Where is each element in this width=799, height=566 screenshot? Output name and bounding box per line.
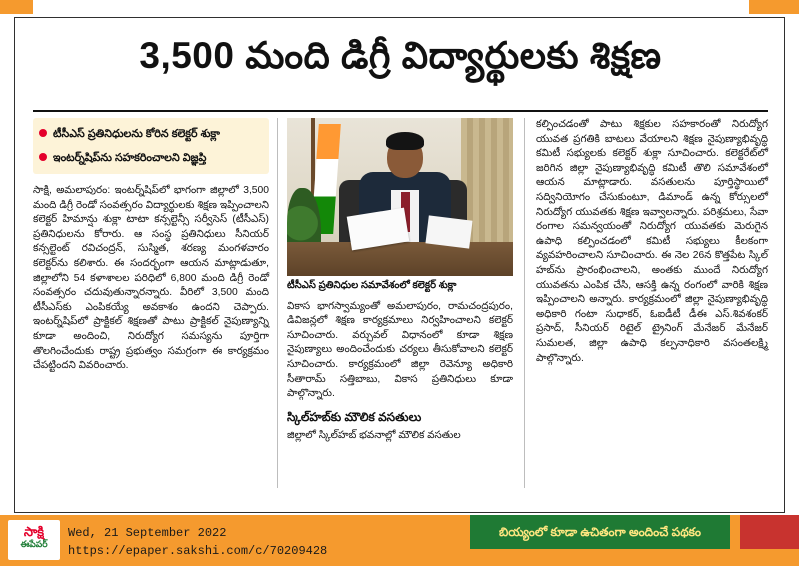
logo-sub-label: ఈపేపర్ — [20, 539, 48, 549]
page-title: 3,500 మంది డిగ్రీ విద్యార్థులకు శిక్షణ — [139, 35, 662, 76]
column-middle — [287, 118, 513, 450]
footer-stamp — [68, 524, 327, 560]
bullet-item — [39, 150, 261, 166]
footer-ad-thumbnail[interactable] — [740, 515, 799, 549]
column-divider-1 — [277, 118, 278, 488]
headline-rule — [33, 110, 768, 112]
top-accent-strip — [0, 0, 799, 14]
body-paragraph: కల్పించడంతో పాటు శిక్షకుల సహకారంతో నిరుద్యోగ యువత ప్రగతికి బాటలు వేయాలని శిక్షణ నైపుణ్యాభివృద్ధి కమిటీ సభ్యులకు కలెక్టర్ శుక్లా సూచించారు. కలెక్టరేట్‌లో జరిగిన జిల్లా నైపుణ్యాభివృద్ధి కమిటీ తొలి సమావేశంలో ఆయన మాట్లాడారు. వసతులను పూర్తిస్థాయిలో సద్వినియోగం చేసుకుంటూ, డిమాండ్ ఉన్న కోర్సులలో నిరుద్యోగ యువతకు శిక్షణ ఇవ్వాలన్నారు. పరిశ్రమలు, సేవా రంగాల సమన్వయంతో నిరుద్యోగ యువతకు మెరుగైన ఉపాధి కల్పించడంలో కమిటీ సభ్యులు కీలకంగా వ్యవహరించాలని సూచించారు. ఈ నెల 26న కొత్తపేట స్కిల్ హబ్‌ను ప్రారంభించాలని, అంతకు ముందే నిరుద్యోగ యువతను ఎంపిక చేసి, ఆసక్తి ఉన్న రంగంలో వారికి శిక్షణ ఇప్పించాలని అన్నారు. కార్యక్రమంలో జిల్లా నైపుణ్యాభివృద్ధి అధికారి గంటా సుధాకర్, ఓఐడీటీ డీఈ ఎస్.శివశంకర్ ప్రసాద్, సీనియర్ రిటైల్ ట్రైనింగ్ మేనేజర్ మేనేజర్ సుమలత, జిల్లా ఉపాధి కల్పనాధికారి వసంతలక్ష్మి పాల్గొన్నారు. — [536, 119, 768, 364]
section-subheading: స్కిల్‌హబ్‌కు మౌలిక వసతులు — [287, 409, 422, 424]
sakshi-logo — [8, 520, 60, 560]
logo-main-label: సాక్షి — [23, 524, 45, 539]
top-strip-white-block — [33, 0, 749, 14]
bullet-item — [39, 126, 261, 142]
footer-ad-banner[interactable]: బియ్యంలో కూడా ఉచితంగా అందించే పథకం — [470, 515, 730, 549]
body-paragraph: జిల్లాలో స్కిల్‌హబ్ భవనాల్లో మౌలిక వసతుల — [287, 429, 461, 441]
footer-date: Wed, 21 September 2022 — [68, 526, 227, 540]
person-hair — [386, 132, 424, 150]
column-left — [33, 118, 269, 381]
photo-caption: టీసీఎస్ ప్రతినిధుల సమావేశంలో కలెక్టర్ శుక్లా — [287, 280, 457, 291]
bullet-dot-icon — [39, 129, 47, 137]
article-frame — [14, 17, 785, 513]
bullet-item-label: ఇంటర్న్‌షిప్‌ను సహకరించాలని విజ్ఞప్తి — [53, 152, 207, 164]
column-right — [536, 118, 768, 373]
bullet-dot-icon — [39, 153, 47, 161]
column-divider-2 — [524, 118, 525, 488]
collector-meeting-photo — [287, 118, 513, 276]
footer-url[interactable]: https://epaper.sakshi.com/c/70209428 — [68, 544, 328, 558]
bullet-highlight-box — [33, 118, 269, 174]
body-paragraph: వికాస భాగస్వామ్యంతో అమలాపురం, రామచంద్రపురం, డివిజన్లలో శిక్షణ కార్యక్రమాలు నిర్వహించాలని కలెక్టర్ సూచించారు. వర్చువల్ విధానంలో కూడా శిక్షణ నైపుణ్యాలు అందించేందుకు చర్యలు తీసుకోవాలని కలెక్టర్ సూచించారు. కార్యక్రమంలో జిల్లా రెవెన్యూ అధికారి సీతారామ్ సత్తిబాబు, వికాస ప్రతినిధులు కూడా పాల్గొన్నారు. — [287, 300, 513, 400]
bullet-item-label: టీసీఎస్ ప్రతినిధులను కోరిన కలెక్టర్ శుక్లా — [53, 128, 220, 140]
document-paper-secondary — [425, 215, 472, 248]
office-desk — [287, 242, 513, 276]
body-paragraph: సాక్షి, అమలాపురం: ఇంటర్న్‌షిప్‌లో భాగంగా జిల్లాలో 3,500 మంది డిగ్రీ రెండో సంవత్సరం విద్యార్థులకు శిక్షణ ఇప్పించాలని కలెక్టర్ హిమాన్షు శుక్లా టాటా కన్సల్టెన్సీ సర్వీసెస్ (టీసీఎస్) ప్రతినిధులను కోరారు. ఆ సంస్థ ప్రతినిధులు సీనియర్ కన్సల్టెంట్ రవిచంద్రన్, సుస్మిత, శరణ్య మంగళవారం కలెక్టర్‌ను కలిశారు. ఈ సందర్భంగా ఆయన మాట్లాడుతూ, జిల్లాలోని 54 కళాశాలల పరిధిలో 6,800 మంది డిగ్రీ రెండో సంవత్సరం చదువుతున్నారన్నారు. వీరిలో 3,500 మంది టీసీఎస్‌కు ఎంపికయ్యే అవకాశం ఉందని చెప్పారు. ఇంటర్న్‌షిప్‌లో ప్రాక్టికల్ శిక్షణతో పాటు ప్రాక్టికల్ నైపుణ్యాన్ని కూడా అందించి, నిరుద్యోగ సమస్యను పూర్తిగా తొలగించేందుకు రాష్ట్ర ప్రభుత్వం సమగ్రంగా ఈ కార్యక్రమం చేపట్టిందని వివరించారు. — [33, 185, 269, 372]
